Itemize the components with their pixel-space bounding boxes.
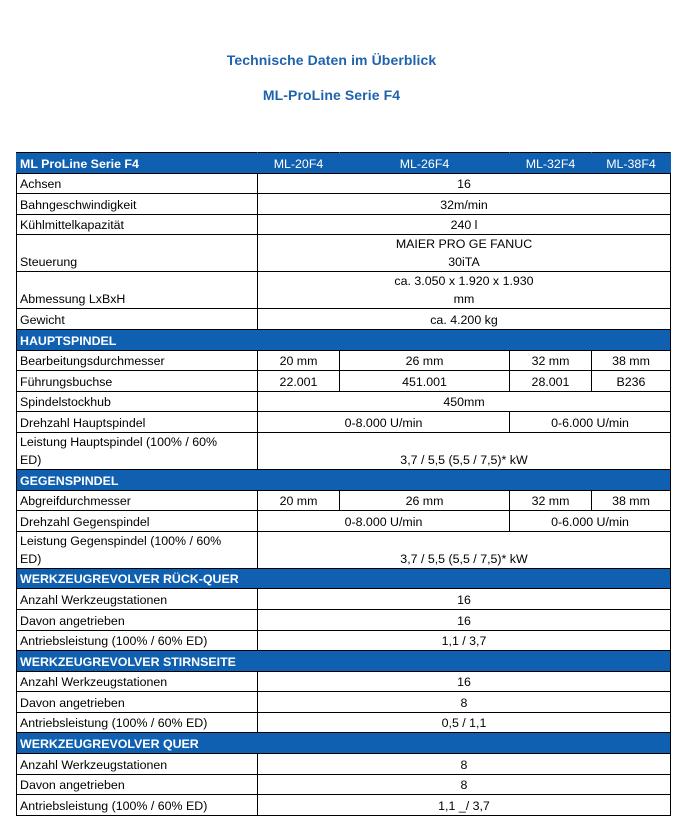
value-line: 30iTA: [448, 255, 480, 270]
row-label: Antriebsleistung (100% / 60% ED): [17, 630, 258, 651]
row-value: 38 mm: [592, 490, 671, 511]
row-label: Gewicht: [17, 309, 258, 330]
section-title: HAUPTSPINDEL: [17, 329, 671, 350]
row-label: [17, 432, 258, 469]
row-value: B236: [592, 371, 671, 392]
row-value: 0-8.000 U/min: [258, 511, 510, 532]
row-value: 3,7 / 5,5 (5,5 / 7,5)* kW: [258, 531, 671, 568]
table-row: [17, 511, 671, 532]
row-label: Bahngeschwindigkeit: [17, 194, 258, 215]
row-value: 32 mm: [510, 350, 592, 371]
header-model-20: ML-20F4: [258, 153, 340, 174]
spec-table: [16, 152, 671, 816]
section-header-row: [17, 651, 671, 672]
row-value: [258, 235, 671, 272]
row-label: Antriebsleistung (100% / 60% ED): [17, 795, 258, 816]
row-label: Abgreifdurchmesser: [17, 490, 258, 511]
header-model-38: ML-38F4: [592, 153, 671, 174]
row-label: Führungsbuchse: [17, 371, 258, 392]
table-row: [17, 712, 671, 733]
row-value: 0-8.000 U/min: [258, 412, 510, 433]
row-label: [17, 531, 258, 568]
row-value: 1,1 / 3,7: [258, 630, 671, 651]
label-line: Leistung Gegenspindel (100% / 60%: [20, 533, 222, 548]
row-value: 26 mm: [340, 350, 510, 371]
label-line: Leistung Hauptspindel (100% / 60%: [20, 434, 218, 449]
label-line: ED): [20, 551, 42, 566]
row-label: Steuerung: [17, 235, 258, 272]
table-row: [17, 774, 671, 795]
value-line: mm: [453, 292, 475, 307]
table-row: [17, 309, 671, 330]
row-label: Bearbeitungsdurchmesser: [17, 350, 258, 371]
table-row: [17, 754, 671, 775]
row-value: 20 mm: [258, 490, 340, 511]
row-value: 20 mm: [258, 350, 340, 371]
row-label: Kühlmittelkapazität: [17, 214, 258, 235]
section-title: WERKZEUGREVOLVER STIRNSEITE: [17, 651, 671, 672]
row-label: Antriebsleistung (100% / 60% ED): [17, 712, 258, 733]
row-value: 8: [258, 692, 671, 713]
row-label: Davon angetrieben: [17, 692, 258, 713]
row-value: 28.001: [510, 371, 592, 392]
row-label: Davon angetrieben: [17, 609, 258, 630]
table-row: [17, 194, 671, 215]
row-value: 22.001: [258, 371, 340, 392]
section-header-row: [17, 733, 671, 754]
row-value: 1,1 _/ 3,7: [258, 795, 671, 816]
table-row: [17, 350, 671, 371]
table-row: [17, 531, 671, 568]
table-row: [17, 589, 671, 610]
row-value: 8: [258, 774, 671, 795]
table-row: [17, 412, 671, 433]
table-row: [17, 671, 671, 692]
row-value: 451.001: [340, 371, 510, 392]
table-row: [17, 272, 671, 309]
page-title: Technische Daten im Überblick: [226, 52, 437, 68]
row-label: Achsen: [17, 173, 258, 194]
row-value: [258, 272, 671, 309]
header-model-26: ML-26F4: [340, 153, 510, 174]
table-row: [17, 432, 671, 469]
row-label: Davon angetrieben: [17, 774, 258, 795]
row-label: Drehzahl Gegenspindel: [17, 511, 258, 532]
row-value: 16: [258, 173, 671, 194]
section-title: WERKZEUGREVOLVER QUER: [17, 733, 671, 754]
value-line: MAIER PRO GE FANUC: [395, 237, 533, 252]
row-value: 0-6.000 U/min: [510, 412, 671, 433]
value-line: ca. 3.050 x 1.920 x 1.930: [394, 274, 534, 289]
table-row: [17, 795, 671, 816]
row-label: Anzahl Werkzeugstationen: [17, 754, 258, 775]
section-title: WERKZEUGREVOLVER RÜCK-QUER: [17, 568, 671, 589]
table-row: [17, 371, 671, 392]
row-value: 16: [258, 671, 671, 692]
row-value: 16: [258, 609, 671, 630]
row-value: 38 mm: [592, 350, 671, 371]
table-row: [17, 173, 671, 194]
row-value: ca. 4.200 kg: [258, 309, 671, 330]
table-row: [17, 391, 671, 412]
row-value: 32 mm: [510, 490, 592, 511]
row-label: Anzahl Werkzeugstationen: [17, 671, 258, 692]
table-row: [17, 630, 671, 651]
row-label: Abmessung LxBxH: [17, 272, 258, 309]
row-value: 26 mm: [340, 490, 510, 511]
row-value: 32m/min: [258, 194, 671, 215]
table-row: [17, 692, 671, 713]
table-row: [17, 490, 671, 511]
row-label: Anzahl Werkzeugstationen: [17, 589, 258, 610]
page-subtitle: ML-ProLine Serie F4: [262, 87, 401, 103]
row-value: 0-6.000 U/min: [510, 511, 671, 532]
header-label: ML ProLine Serie F4: [17, 153, 258, 174]
row-value: 16: [258, 589, 671, 610]
row-value: 240 l: [258, 214, 671, 235]
row-label: Spindelstockhub: [17, 391, 258, 412]
section-header-row: [17, 329, 671, 350]
row-value: 8: [258, 754, 671, 775]
table-header-row: [17, 153, 671, 174]
section-header-row: [17, 568, 671, 589]
row-value: 0,5 / 1,1: [258, 712, 671, 733]
section-header-row: [17, 469, 671, 490]
header-model-32: ML-32F4: [510, 153, 592, 174]
row-value: 3,7 / 5,5 (5,5 / 7,5)* kW: [258, 432, 671, 469]
section-title: GEGENSPINDEL: [17, 469, 671, 490]
row-label: Drehzahl Hauptspindel: [17, 412, 258, 433]
table-row: [17, 235, 671, 272]
row-value: 450mm: [258, 391, 671, 412]
table-row: [17, 214, 671, 235]
table-row: [17, 609, 671, 630]
label-line: ED): [20, 452, 42, 467]
